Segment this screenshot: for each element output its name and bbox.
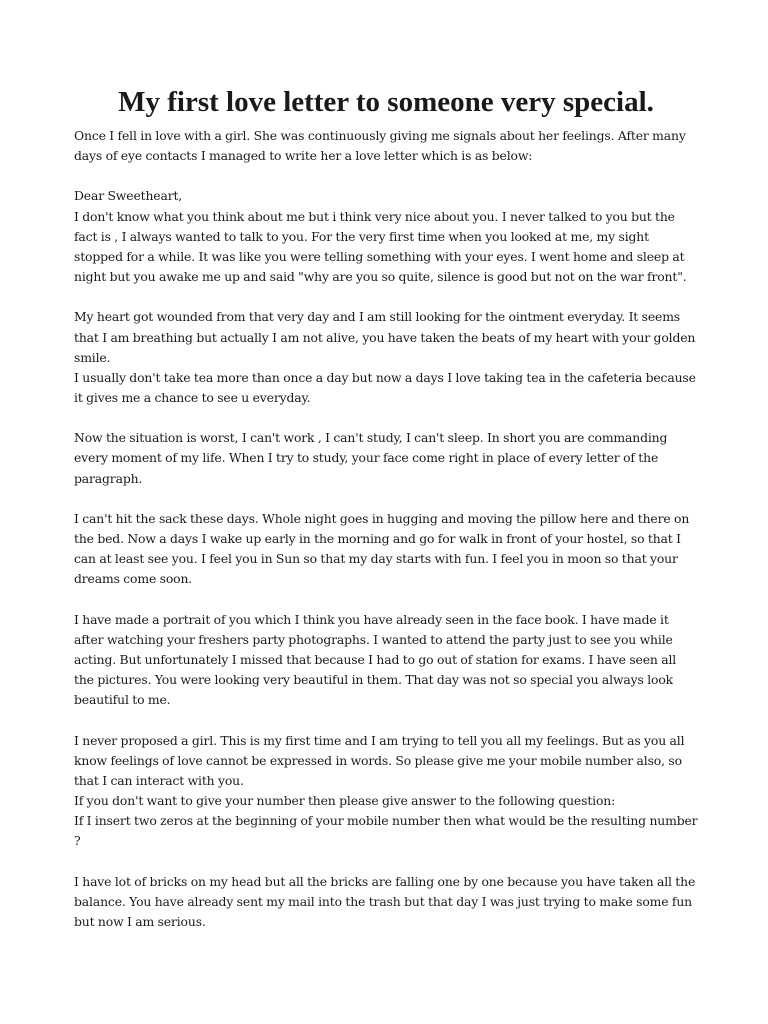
paragraph-gap	[74, 590, 698, 610]
paragraph-gap	[74, 287, 698, 307]
paragraph-first-sight: I don't know what you think about me but i think very nice about you. I never talked to you but the fact is , I always wanted to talk to you. For the very first time when you looked at me, my sight stopped for a while. It was like you were telling something with your eyes. I went home and sleep at night but you awake me up and said "why are you so quite, silence is good but not on the war front".	[74, 208, 687, 285]
paragraph-heart: My heart got wounded from that very day and I am still looking for the ointment everyday. It seems that I am breathing but actually I am not alive, you have taken the beats of my heart with your golden smile.	[74, 309, 696, 365]
paragraph-gap	[74, 710, 698, 730]
paragraph-portrait: I have made a portrait of you which I think you have already seen in the face book. I have made it after watching your freshers party photographs. I wanted to attend the party just to see you while acting. But unfortunately I missed that because I had to go out of station for exams. I have seen all the pictures. You were looking very beautiful in them. That day was not so special you always look beautiful to me.	[74, 611, 677, 708]
paragraph-salutation: Dear Sweetheart,	[74, 188, 183, 204]
paragraph-gap	[74, 166, 698, 186]
paragraph-situation: Now the situation is worst, I can't work , I can't study, I can't sleep. In short you are commanding every moment of my life. When I try to study, your face come right in place of every letter of the paragraph.	[74, 430, 668, 486]
paragraph-question: If I insert two zeros at the beginning of your mobile number then what would be the resulting number ?	[74, 813, 698, 849]
paragraph-bricks: I have lot of bricks on my head but all the bricks are falling one by one because you have taken all the balance. You have already sent my mail into the trash but that day I was just trying to make some fun but now I am serious.	[74, 873, 696, 929]
document-body	[74, 126, 698, 932]
paragraph-sleep: I can't hit the sack these days. Whole night goes in hugging and moving the pillow here and there on the bed. Now a days I wake up early in the morning and go for walk in front of your hostel, so that I can at least see you. I feel you in Sun so that my day starts with fun. I feel you in moon so that your dreams come soon.	[74, 510, 690, 587]
paragraph-gap	[74, 408, 698, 428]
document-page	[74, 84, 698, 932]
paragraph-tea: I usually don't take tea more than once a day but now a days I love taking tea in the cafeteria because it gives me a chance to see u everyday.	[74, 369, 696, 405]
document-title: My first love letter to someone very special.	[118, 86, 654, 118]
paragraph-gap	[74, 852, 698, 872]
paragraph-intro: Once I fell in love with a girl. She was continuously giving me signals about her feelings. After many days of eye contacts I managed to write her a love letter which is as below:	[74, 128, 686, 164]
paragraph-gap	[74, 489, 698, 509]
paragraph-question-intro: If you don't want to give your number then please give answer to the following question:	[74, 793, 616, 809]
paragraph-proposal: I never proposed a girl. This is my first time and I am trying to tell you all my feelings. But as you all know feelings of love cannot be expressed in words. So please give me your mobile number also, so that I can interact with you.	[74, 732, 685, 788]
